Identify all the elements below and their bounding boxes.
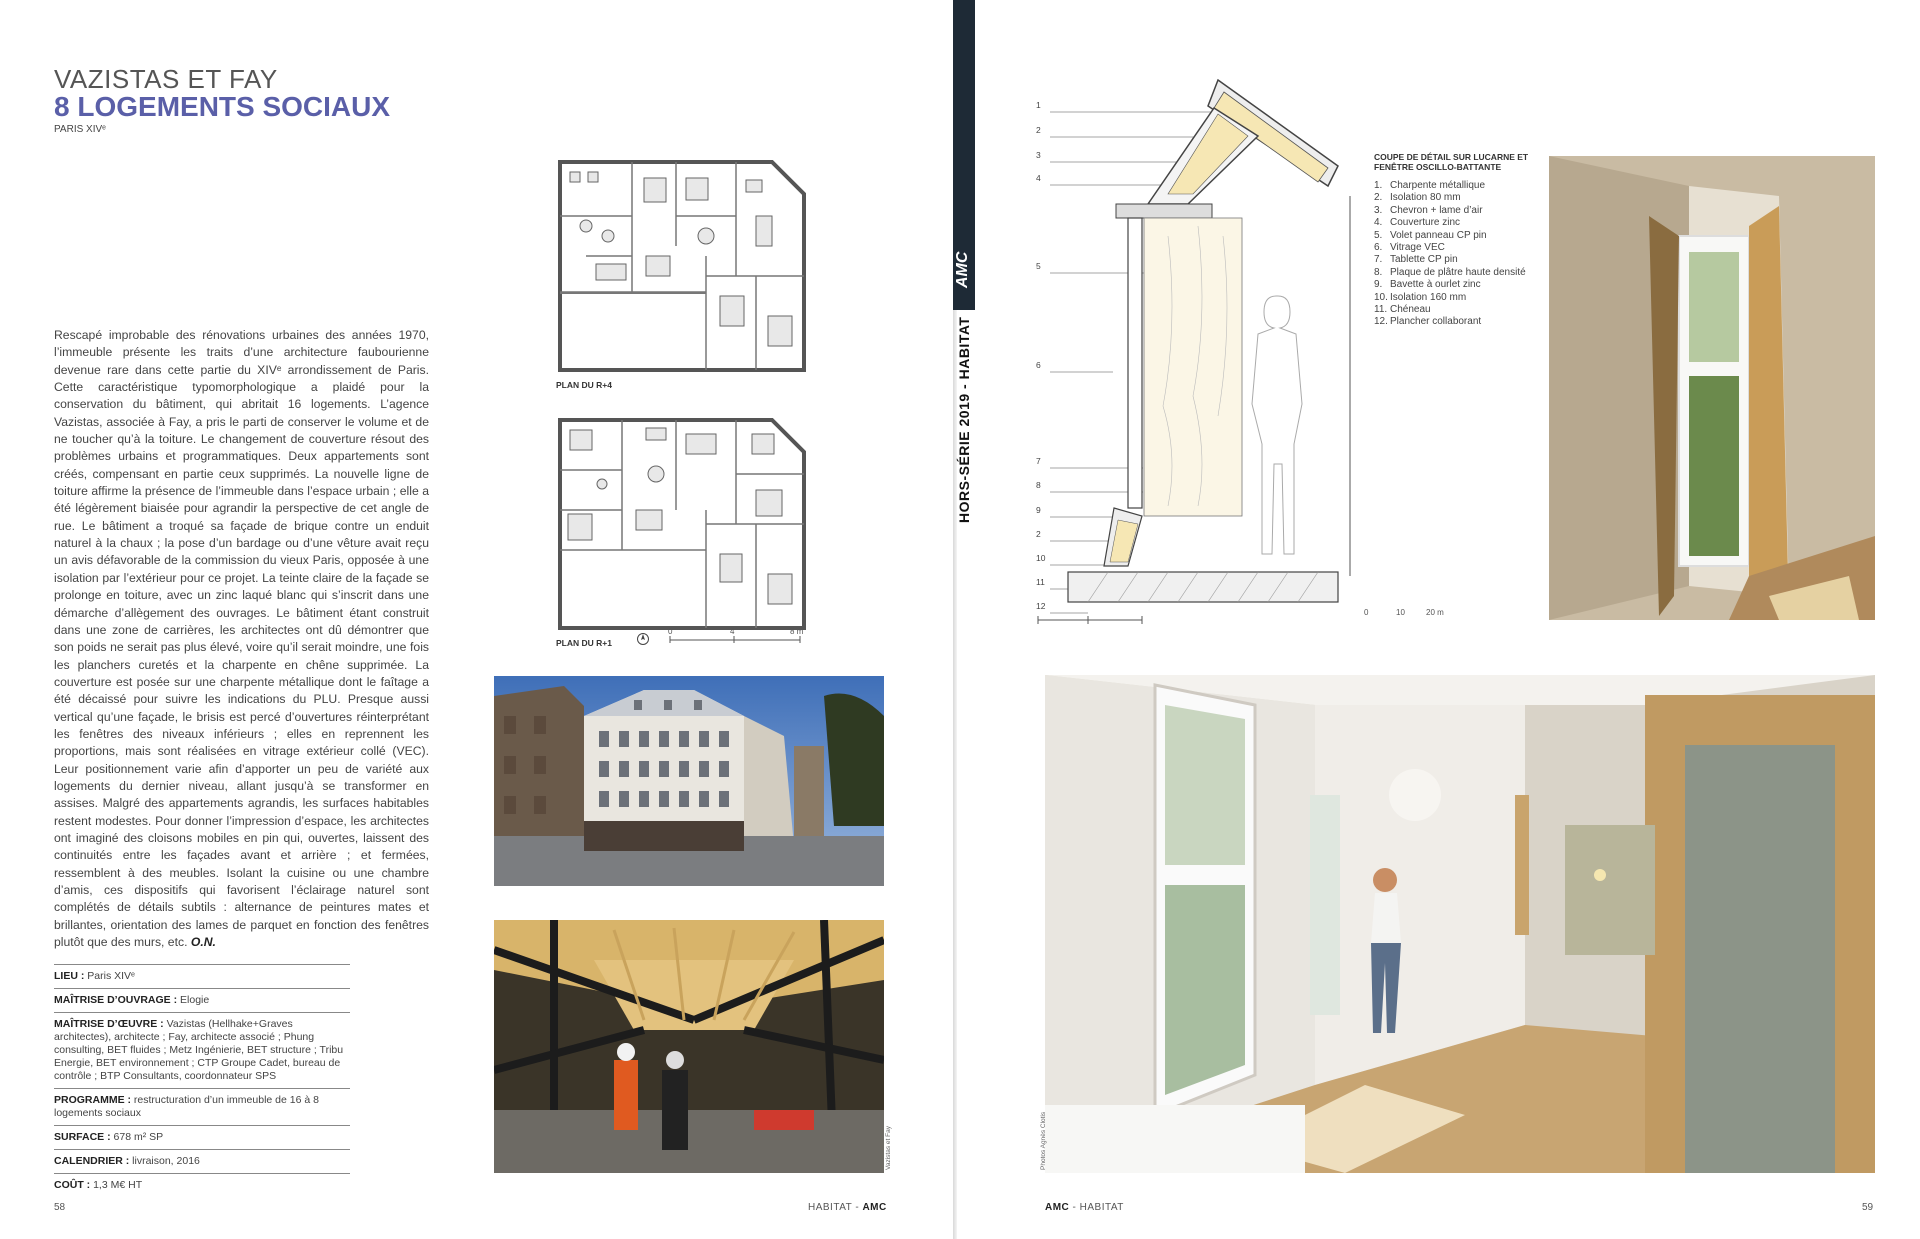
legend-item-text: Charpente métallique [1390, 180, 1486, 191]
fact-row [54, 1088, 350, 1125]
fact-label: SURFACE : [54, 1131, 111, 1143]
legend-item-number: 12. [1374, 316, 1388, 328]
legend-item-number: 10. [1374, 291, 1388, 303]
section-callout-number: 1 [1036, 100, 1041, 110]
fact-row [54, 1173, 350, 1197]
section-callout-number: 3 [1036, 150, 1041, 160]
legend-item-number: 5. [1374, 229, 1383, 241]
spine-logo: AMC [954, 251, 971, 289]
section-scale-10: 10 [1396, 608, 1405, 617]
article-body [54, 327, 429, 951]
interior-apartment-photo [1045, 675, 1875, 1173]
author-signature: O.N. [190, 935, 216, 950]
fact-label: MAÎTRISE D’OUVRAGE : [54, 994, 178, 1006]
spine-issue-label: HORS-SÉRIE 2019 - HABITAT [956, 316, 972, 524]
legend-item-number: 7. [1374, 254, 1383, 266]
legend-item-number: 2. [1374, 192, 1383, 204]
fact-row [54, 964, 350, 988]
street-corner-photo [494, 676, 884, 886]
article-location: PARIS XIVᵉ [54, 124, 106, 135]
right-footer-magazine: AMC [1045, 1202, 1070, 1213]
legend-item-number: 3. [1374, 204, 1383, 216]
legend-item-text: Volet panneau CP pin [1390, 229, 1487, 241]
legend-item-number: 4. [1374, 217, 1383, 229]
legend-item-text: Bavette à ourlet zinc [1390, 279, 1481, 291]
legend-list [1374, 180, 1534, 329]
roof-construction-photo [494, 920, 884, 1173]
fact-value: Vazistas (Hellhake+Graves architectes), architecte ; Fay, architecte associé ; Phung consulting, BET fluides ; Metz Ingénierie, BET structure ; Tribu Energie, BET environnement ; CTP Groupe Cadet, bureau de contrôle ; BTP Consultants, coordonnateur SPS [54, 1018, 344, 1082]
fact-value: livraison, 2016 [132, 1155, 200, 1167]
legend-item [1374, 316, 1534, 328]
section-callout-number: 2 [1036, 529, 1041, 539]
fact-label: LIEU : [54, 970, 85, 982]
left-photo-credit: Vazistas et Fay [885, 1126, 892, 1170]
legend-item-number: 8. [1374, 266, 1383, 278]
legend-item-text: Tablette CP pin [1390, 254, 1458, 266]
legend-item [1374, 180, 1534, 192]
article-title-architects: VAZISTAS ET FAY [54, 64, 278, 94]
legend-item-text: Chéneau [1390, 304, 1431, 316]
fact-row [54, 1125, 350, 1149]
left-footer [808, 1202, 887, 1213]
left-page-number: 58 [54, 1202, 66, 1213]
fact-row [54, 988, 350, 1012]
legend-item [1374, 292, 1534, 304]
section-callout-number: 6 [1036, 360, 1041, 370]
plan-r1-label: PLAN DU R+1 [556, 638, 612, 648]
legend-item [1374, 242, 1534, 254]
legend-item [1374, 217, 1534, 229]
scale-label-8: 8 m [790, 627, 804, 636]
plan-scale-bar [666, 634, 806, 644]
legend-item [1374, 192, 1534, 204]
legend-item-number: 9. [1374, 279, 1383, 291]
legend-item-number: 11. [1374, 304, 1388, 316]
section-callout-number: 2 [1036, 125, 1041, 135]
section-callout-number: 12 [1036, 601, 1046, 611]
section-callout-number: 10 [1036, 553, 1046, 563]
legend-item [1374, 304, 1534, 316]
legend-item-text: Isolation 80 mm [1390, 192, 1461, 204]
left-footer-magazine: AMC [862, 1202, 887, 1213]
project-facts [54, 964, 350, 1197]
fact-label: CALENDRIER : [54, 1155, 130, 1167]
north-arrow-icon [636, 632, 650, 646]
legend-item-text: Couverture zinc [1390, 217, 1461, 229]
fact-label: PROGRAMME : [54, 1094, 131, 1106]
section-legend [1374, 152, 1534, 329]
legend-title: COUPE DE DÉTAIL SUR LUCARNE ET FENÊTRE OSCILLO-BATTANTE [1374, 152, 1529, 172]
fact-label: COÛT : [54, 1179, 91, 1191]
legend-item-text: Vitrage VEC [1390, 242, 1445, 254]
right-page-number: 59 [1862, 1202, 1874, 1213]
legend-item [1374, 279, 1534, 291]
floor-plan-r4 [556, 156, 808, 374]
plan-r4-label: PLAN DU R+4 [556, 380, 612, 390]
legend-item-text: Plancher collaborant [1390, 316, 1482, 328]
fact-value: 678 m² SP [113, 1131, 164, 1143]
legend-item-number: 1. [1374, 180, 1383, 191]
dormer-window-photo [1549, 156, 1875, 620]
fact-value: Elogie [180, 994, 210, 1006]
fact-row [54, 1012, 350, 1088]
legend-item [1374, 267, 1534, 279]
article-body-text: Rescapé improbable des rénovations urbaines des années 1970, l’immeuble présente les traits d’une architecture faubourienne devenue rare dans cette partie du XIVᵉ arrondissement de Paris. Cette caractéristique typomorphologique a plaidé pour la conservation du bâtiment, qui abritait 16 logements. L’agence Vazistas, associée à Fay, a pris le parti de conserver le volume et de ne toucher qu’à la toiture. Le changement de couverture résout des problèmes urbains et programmatiques. Deux appartements sont créés, compensant en partie ceux supprimés. La nouvelle ligne de toiture affirme la présence de l’immeuble dans l’espace urbain ; elle a été légèrement biaisée pour agrandir la perspective de cet angle de rue. Le bâtiment a troqué sa façade de brique contre un enduit naturel à la chaux ; la pose d’un bardage ou d’une vêture avait reçu un avis défavorable de la commission du vieux Paris, opposée à une isolation par l’extérieur pour ce projet. La teinte claire de la façade se prolonge en toiture, avec un zinc laqué blanc qui s’inscrit dans une démarche d’allègement des ouvrages. Le bâtiment étant construit dans une zone de carrières, les architectes ont dû démontrer que son poids ne serait pas plus élevé, voire qu’il serait moindre, une fois les planchers curetés et la charpente en chêne supprimée. La couverture est posée sur une charpente métallique dont le faîtage a été décaissé pour suivre les indications du PLU. Presque aussi vertical qu’une façade, le brisis est percé d’ouvertures réinterprétant les fenêtres des niveaux inférieurs ; elles en reprennent les proportions, mais sont réalisées en vitrage extérieur collé (VEC). Leur positionnement varie afin d’apporter un peu de variété aux logements du dernier niveau, allant jusqu’à se transformer en assises. Malgré des appartements agrandis, les surfaces habitables restent modestes. Pour donner l’impression d’espace, les architectes ont imaginé des cloisons mobiles en pin qui, ouvertes, laissent des continuités entre les façades avant et arrière ; et fermées, ressemblent à des meubles. Isolant la cuisine ou une chambre d’amis, ces dispositifs qui favorisent l’éclairage naturel sont complétés de détails subtils : alternance de peintures mates et brillantes, orientation des lames de parquet en fonction des fenêtres plutôt que des murs, etc. [54, 328, 429, 950]
section-scale-20: 20 m [1426, 608, 1444, 617]
right-footer [1045, 1202, 1124, 1213]
right-photo-credit: Photos Agnès Clotis [1040, 1111, 1047, 1170]
fact-value: Paris XIVᵉ [87, 970, 135, 982]
floor-plan-r1 [556, 414, 808, 632]
legend-item-text: Isolation 160 mm [1390, 291, 1467, 303]
fact-label: MAÎTRISE D’ŒUVRE : [54, 1018, 164, 1030]
section-callout-number: 9 [1036, 505, 1041, 515]
article-title-project: 8 LOGEMENTS SOCIAUX [54, 91, 391, 122]
left-footer-section: HABITAT - [808, 1202, 863, 1213]
fact-value: restructuration d’un immeuble de 16 à 8 logements sociaux [54, 1094, 319, 1119]
scale-label-4: 4 [730, 627, 735, 636]
legend-item [1374, 254, 1534, 266]
section-scale-0: 0 [1364, 608, 1369, 617]
legend-item [1374, 205, 1534, 217]
section-callout-number: 11 [1036, 577, 1045, 587]
section-callout-number: 4 [1036, 173, 1041, 183]
section-detail-drawing [1028, 76, 1368, 636]
legend-item [1374, 230, 1534, 242]
legend-item-number: 6. [1374, 242, 1383, 254]
left-page [0, 0, 955, 1239]
legend-item-text: Plaque de plâtre haute densité [1390, 266, 1526, 278]
section-callout-number: 8 [1036, 480, 1041, 490]
right-footer-section: - HABITAT [1069, 1202, 1124, 1213]
fact-row [54, 1149, 350, 1173]
scale-label-0: 0 [668, 627, 673, 636]
legend-item-text: Chevron + lame d’air [1390, 204, 1483, 216]
fact-value: 1,3 M€ HT [93, 1179, 143, 1191]
section-callout-number: 5 [1036, 261, 1041, 271]
section-callout-number: 7 [1036, 456, 1041, 466]
